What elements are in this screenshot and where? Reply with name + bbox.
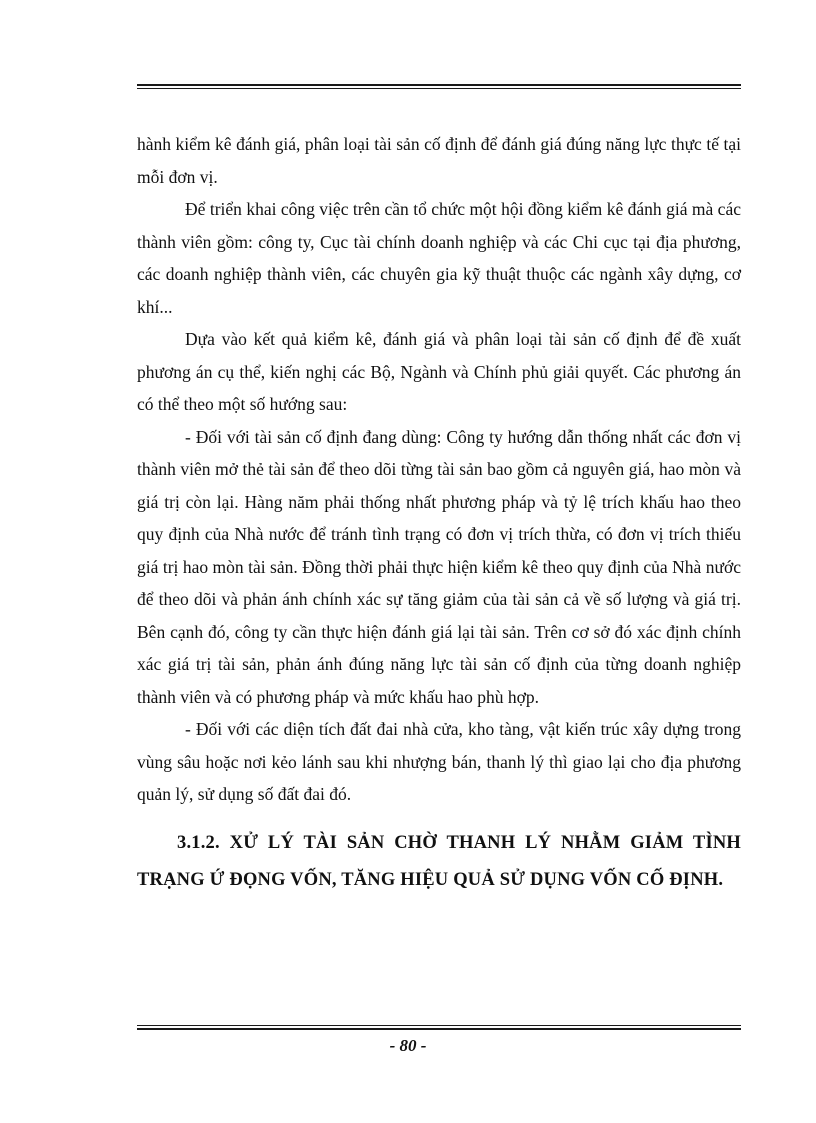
page-body — [137, 128, 741, 899]
page-number: - 80 - — [389, 1036, 427, 1055]
section-heading: 3.1.2. XỬ LÝ TÀI SẢN CHỜ THANH LÝ NHẰM GIẢM TÌNH TRẠNG Ứ ĐỌNG VỐN, TĂNG HIỆU QUẢ SỬ DỤNG VỐN CỐ ĐỊNH. — [137, 832, 741, 890]
header-rule — [137, 84, 741, 90]
footer-rule — [137, 1025, 741, 1031]
paragraph-council: Để triển khai công việc trên cần tổ chức một hội đồng kiểm kê đánh giá mà các thành viên gồm: công ty, Cục tài chính doanh nghiệp và các Chi cục tại địa phương, các doanh nghiệp thành viên, các chuyên gia kỹ thuật thuộc các ngành xây dựng, cơ khí... — [137, 199, 741, 317]
paragraph-land: - Đối với các diện tích đất đai nhà cửa, kho tàng, vật kiến trúc xây dựng trong vùng sâu hoặc nơi kẻo lánh sau khi nhượng bán, thanh lý thì giao lại cho địa phương quản lý, sử dụng số đất đai đó. — [137, 719, 741, 804]
paragraph-fixed-assets: - Đối với tài sản cố định đang dùng: Công ty hướng dẫn thống nhất các đơn vị thành viên mở thẻ tài sản để theo dõi từng tài sản bao gồm cả nguyên giá, hao mòn và giá trị còn lại. Hàng năm phải thống nhất phương pháp và tỷ lệ trích khấu hao theo quy định của Nhà nước để tránh tình trạng có đơn vị trích thừa, có đơn vị trích thiếu giá trị hao mòn tài sản. Đồng thời phải thực hiện kiểm kê theo quy định của Nhà nước để theo dõi và phản ánh chính xác sự tăng giảm của tài sản cả về số lượng và giá trị. Bên cạnh đó, công ty cần thực hiện đánh giá lại tài sản. Trên cơ sở đó xác định chính xác giá trị tài sản, phản ánh đúng năng lực tài sản cố định của từng doanh nghiệp thành viên và có phương pháp và mức khấu hao phù hợp. — [137, 426, 741, 707]
paragraph-continuation: hành kiểm kê đánh giá, phân loại tài sản cố định để đánh giá đúng năng lực thực tế tại mỗi đơn vị. — [137, 134, 741, 187]
paragraph-proposal: Dựa vào kết quả kiểm kê, đánh giá và phân loại tài sản cố định để đề xuất phương án cụ thể, kiến nghị các Bộ, Ngành và Chính phủ giải quyết. Các phương án có thể theo một số hướng sau: — [137, 329, 741, 414]
